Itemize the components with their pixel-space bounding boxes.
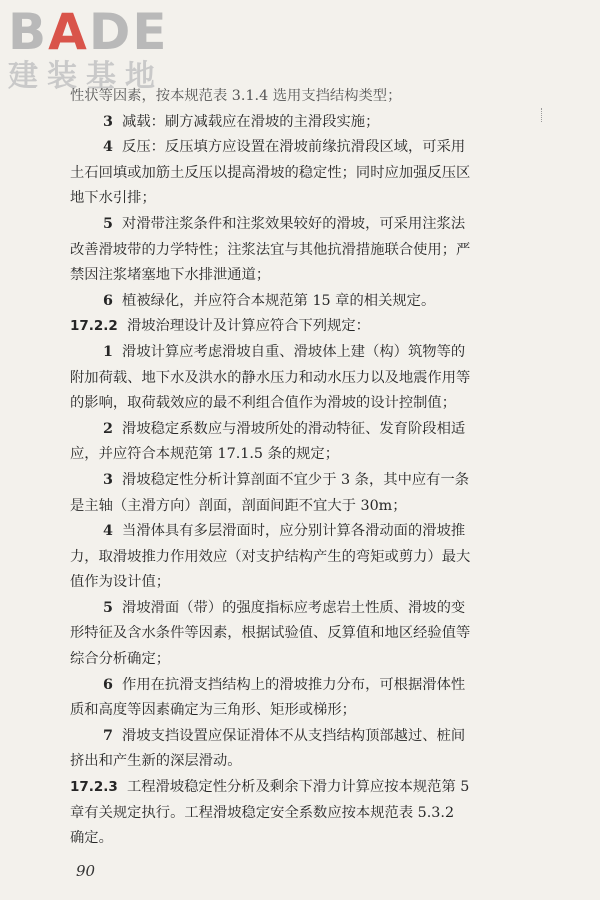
line-text: 滑坡稳定系数应与滑坡所处的滑动特征、发育阶段相适 xyxy=(122,420,466,437)
line-text: 的影响，取荷载效应的最不利组合值作为滑坡的设计控制值； xyxy=(70,395,457,412)
line-text: 滑坡稳定性分析计算剖面不宜少于 3 条，其中应有一条 xyxy=(122,471,470,488)
line-text: 改善滑坡带的力学特性；注浆法宜与其他抗滑措施联合使用；严 xyxy=(70,241,471,258)
text-line xyxy=(70,826,530,852)
line-text: 性状等因素，按本规范表 3.1.4 选用支挡结构类型； xyxy=(70,88,402,104)
line-text: 工程滑坡稳定性分析及剩余下滑力计算应按本规范第 5 xyxy=(126,779,470,796)
item-line xyxy=(70,468,530,494)
line-text: 滑坡计算应考虑滑坡自重、滑坡体上建（构）筑物等的 xyxy=(122,343,466,360)
line-text: 反压：反压填方应设置在滑坡前缘抗滑段区域，可采用 xyxy=(122,139,466,156)
line-text: 植被绿化，并应符合本规范第 15 章的相关规定。 xyxy=(122,292,436,309)
line-text: 滑坡支挡设置应保证滑体不从支挡结构顶部越过、桩间 xyxy=(122,727,466,744)
item-line xyxy=(70,673,530,699)
page-number: 90 xyxy=(76,862,96,880)
item-line xyxy=(70,212,530,238)
item-number: 4 xyxy=(103,523,113,540)
text-line xyxy=(70,391,530,417)
item-number: 1 xyxy=(103,343,113,360)
item-number: 4 xyxy=(103,139,113,156)
item-line xyxy=(70,519,530,545)
text-line xyxy=(70,698,530,724)
text-line xyxy=(70,186,530,212)
line-text: 附加荷载、地下水及洪水的静水压力和动水压力以及地震作用等 xyxy=(70,369,471,386)
line-text: 值作为设计值； xyxy=(70,574,171,591)
line-text: 对滑带注浆条件和注浆效果较好的滑坡，可采用注浆法 xyxy=(122,215,466,232)
text-line xyxy=(70,442,530,468)
text-line xyxy=(70,161,530,187)
text-line xyxy=(70,570,530,596)
line-text: 形特征及含水条件等因素，根据试验值、反算值和地区经验值等 xyxy=(70,625,471,642)
item-line xyxy=(70,110,530,136)
text-line xyxy=(70,621,530,647)
item-line xyxy=(70,417,530,443)
clause-number: 17.2.3 xyxy=(70,779,118,796)
item-line xyxy=(70,724,530,750)
text-line xyxy=(70,801,530,827)
body-text xyxy=(70,84,530,852)
line-text: 地下水引排； xyxy=(70,190,156,207)
text-line xyxy=(70,647,530,673)
item-number: 5 xyxy=(103,599,113,616)
text-line xyxy=(70,84,530,110)
line-text: 质和高度等因素确定为三角形、矩形或梯形； xyxy=(70,702,356,719)
line-text: 综合分析确定； xyxy=(70,651,171,668)
clause-number: 17.2.2 xyxy=(70,318,118,335)
line-text: 确定。 xyxy=(70,830,113,847)
line-text: 章有关规定执行。工程滑坡稳定安全系数应按本规范表 5.3.2 xyxy=(70,804,455,821)
text-line xyxy=(70,366,530,392)
line-text: 是主轴（主滑方向）剖面，剖面间距不宜大于 30m； xyxy=(70,497,407,514)
text-line xyxy=(70,263,530,289)
line-text: 减载：刷方减载应在滑坡的主滑段实施； xyxy=(122,113,380,130)
line-text: 应，并应符合本规范第 17.1.5 条的规定； xyxy=(70,446,340,463)
text-line xyxy=(70,494,530,520)
item-line xyxy=(70,340,530,366)
scan-mark xyxy=(541,108,544,122)
clause-line xyxy=(70,314,530,340)
watermark-logo xyxy=(8,4,178,96)
clause-line xyxy=(70,775,530,801)
line-text: 挤出和产生新的深层滑动。 xyxy=(70,753,242,770)
item-number: 5 xyxy=(103,215,113,232)
line-text: 滑坡治理设计及计算应符合下列规定： xyxy=(126,318,370,335)
text-line xyxy=(70,545,530,571)
item-number: 6 xyxy=(103,292,113,309)
item-line xyxy=(70,596,530,622)
item-number: 6 xyxy=(103,676,113,693)
line-text: 当滑体具有多层滑面时，应分别计算各滑动面的滑坡推 xyxy=(122,523,466,540)
item-number: 7 xyxy=(103,727,113,744)
item-number: 3 xyxy=(103,113,113,130)
item-line xyxy=(70,135,530,161)
text-line xyxy=(70,749,530,775)
item-line xyxy=(70,289,530,315)
item-number: 2 xyxy=(103,420,113,437)
logo-brand-suffix: DE xyxy=(88,3,169,61)
logo-subtitle: 建装基地 xyxy=(8,59,164,94)
line-text: 滑坡滑面（带）的强度指标应考虑岩土性质、滑坡的变 xyxy=(122,599,466,616)
logo-brand xyxy=(8,4,178,60)
line-text: 力，取滑坡推力作用效应（对支护结构产生的弯矩或剪力）最大 xyxy=(70,548,471,565)
line-text: 土石回填或加筋土反压以提高滑坡的稳定性；同时应加强反压区 xyxy=(70,164,471,181)
logo-brand-prefix: B xyxy=(8,3,49,61)
line-text: 作用在抗滑支挡结构上的滑坡推力分布，可根据滑体性 xyxy=(122,676,466,693)
logo-brand-accent: A xyxy=(48,3,89,61)
line-text: 禁因注浆堵塞地下水排泄通道； xyxy=(70,267,271,284)
item-number: 3 xyxy=(103,471,113,488)
text-line xyxy=(70,238,530,264)
